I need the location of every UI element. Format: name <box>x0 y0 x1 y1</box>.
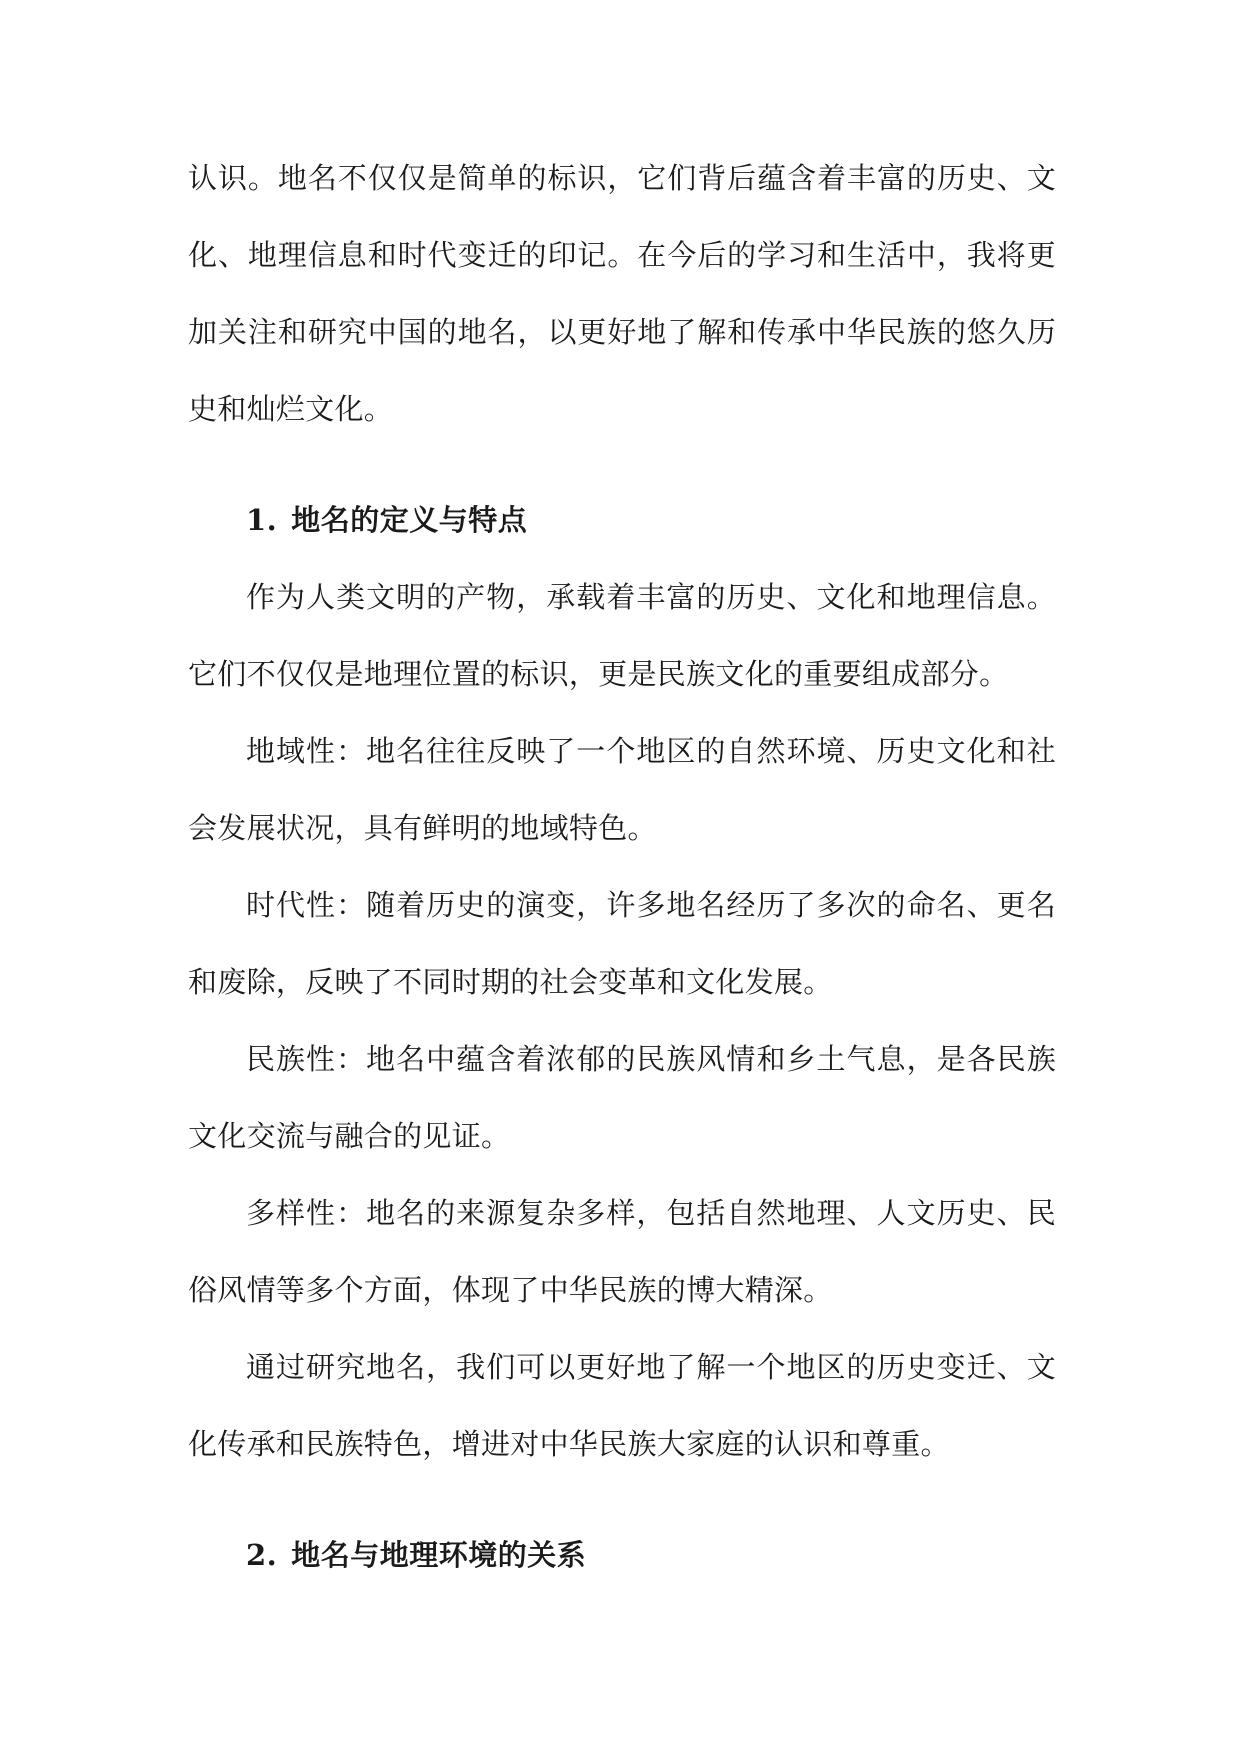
document-body <box>188 140 1056 1594</box>
spacer <box>188 448 1056 482</box>
paragraph-section1-intro: 作为人类文明的产物，承载着丰富的历史、文化和地理信息。它们不仅仅是地理位置的标识，更是民族文化的重要组成部分。 <box>188 580 1056 691</box>
paragraph-diversity: 多样性：地名的来源复杂多样，包括自然地理、人文历史、民俗风情等多个方面，体现了中华民族的博大精深。 <box>188 1196 1056 1307</box>
section-heading-2 <box>188 1517 1056 1594</box>
spacer <box>188 1483 1056 1517</box>
section-title: 地名与地理环境的关系 <box>291 1538 587 1572</box>
section-number: 1. <box>246 503 278 537</box>
paragraph-regional: 地域性：地名往往反映了一个地区的自然环境、历史文化和社会发展状况，具有鲜明的地域特色。 <box>188 734 1056 845</box>
paragraph-intro-continued: 认识。地名不仅仅是简单的标识，它们背后蕴含着丰富的历史、文化、地理信息和时代变迁的印记。在今后的学习和生活中，我将更加关注和研究中国的地名，以更好地了解和传承中华民族的悠久历史和灿烂文化。 <box>188 161 1056 426</box>
section-number: 2. <box>246 1538 278 1572</box>
section-title: 地名的定义与特点 <box>291 503 528 537</box>
section-heading-1 <box>188 482 1056 559</box>
paragraph-ethnic: 民族性：地名中蕴含着浓郁的民族风情和乡土气息，是各民族文化交流与融合的见证。 <box>188 1042 1056 1153</box>
paragraph-temporal: 时代性：随着历史的演变，许多地名经历了多次的命名、更名和废除，反映了不同时期的社会变革和文化发展。 <box>188 888 1056 999</box>
paragraph-conclusion: 通过研究地名，我们可以更好地了解一个地区的历史变迁、文化传承和民族特色，增进对中华民族大家庭的认识和尊重。 <box>188 1350 1056 1461</box>
